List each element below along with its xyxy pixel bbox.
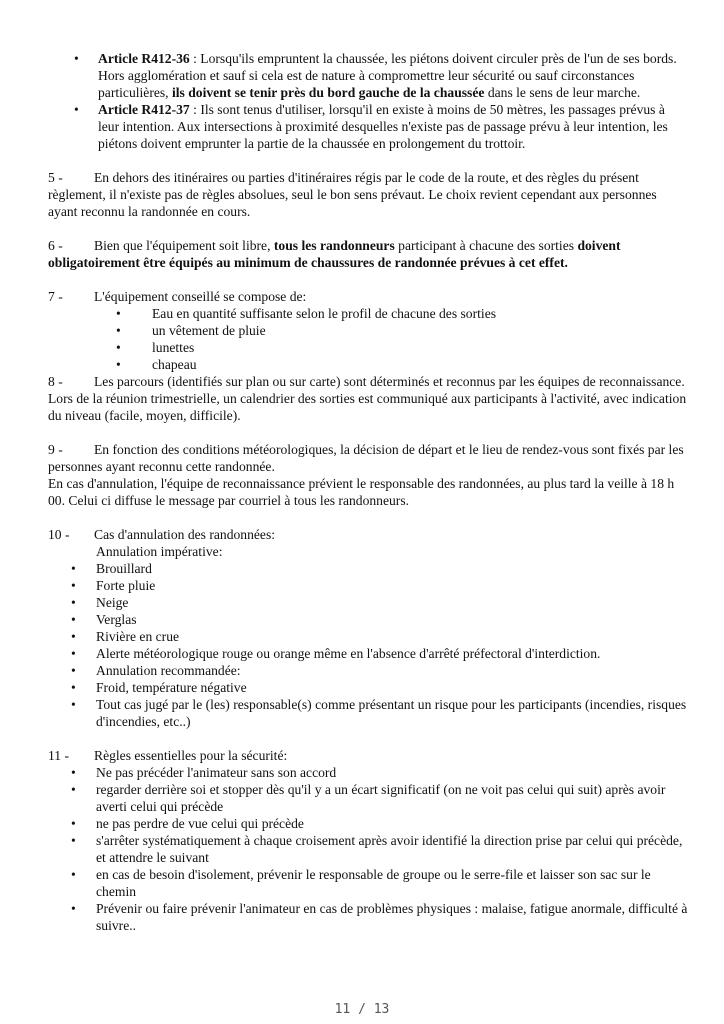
section-9-annulation: En cas d'annulation, l'équipe de reconnaissance prévient le responsable des randonnées, au plus tard la veille à 18 h 00. Celui ci diffuse le message par courriel à tous les randonneurs. (48, 476, 675, 508)
list-item: • Froid, température négative (48, 679, 688, 696)
list-item: • Forte pluie (48, 577, 688, 594)
label-imperative: Annulation impérative: (96, 544, 223, 559)
article-ref: Article R412-36 (98, 51, 190, 66)
list-item: • Eau en quantité suffisante selon le profil de chacune des sorties (48, 305, 688, 322)
imperative-list (48, 560, 688, 730)
list-item: • Article R412-36 : Lorsqu'ils empruntent la chaussée, les piétons doivent circuler près de l'un de ses bords. Hors agglomération et sauf si cela est de nature à compromettre leur sécurité ou sauf circonstances particulières, ils doivent se tenir près du bord gauche de la chaussée dans le sens de leur marche. (48, 50, 688, 101)
safety-rules-list (48, 764, 688, 934)
document-page (48, 50, 688, 934)
list-item: • Tout cas jugé par le (les) responsable(s) comme présentant un risque pour les participants (incendies, risques d'incendies, etc..) (48, 696, 688, 730)
list-item: • Alerte météorologique rouge ou orange même en l'absence d'arrêté préfectoral d'interdiction. (48, 645, 688, 662)
section-11: 11 - Règles essentielles pour la sécurité: (48, 748, 288, 763)
section-9: 9 - En fonction des conditions météorologiques, la décision de départ et le lieu de rendez-vous sont fixés par les personnes ayant reconnu cette randonnée. (48, 442, 684, 474)
list-item: • Neige (48, 594, 688, 611)
list-item: • Brouillard (48, 560, 688, 577)
section-10: 10 - Cas d'annulation des randonnées: (48, 527, 276, 542)
article-ref: Article R412-37 (98, 102, 190, 117)
equipment-list (48, 305, 688, 373)
section-7: 7 - L'équipement conseillé se compose de: (48, 289, 307, 304)
section-8: 8 - Les parcours (identifiés sur plan ou sur carte) sont déterminés et reconnus par les équipes de reconnaissance. Lors de la réunion trimestrielle, un calendrier des sorties est communiqué aux participants à l'activité, avec indication du niveau (facile, moyen, difficile). (48, 374, 687, 423)
section-6: 6 - Bien que l'équipement soit libre, tous les randonneurs participant à chacune des sorties doivent obligatoirement être équipés au minimum de chaussures de randonnée prévues à cet effet. (48, 238, 621, 270)
list-item: • lunettes (48, 339, 688, 356)
list-item: • Rivière en crue (48, 628, 688, 645)
label-recommended: • Annulation recommandée: (48, 662, 688, 679)
list-item: • s'arrêter systématiquement à chaque croisement après avoir identifié la direction prise par celui qui précède, et attendre le suivant (48, 832, 688, 866)
list-item: • chapeau (48, 356, 688, 373)
list-item: • Article R412-37 : Ils sont tenus d'utiliser, lorsqu'il en existe à moins de 50 mètres, les passages prévus à leur intention. Aux intersections à proximité desquelles n'existe pas de passage prévu à leur intention, les piétons doivent emprunter la partie de la chaussée en prolongement du trottoir. (48, 101, 688, 152)
list-item: • Ne pas précéder l'animateur sans son accord (48, 764, 688, 781)
list-item: • un vêtement de pluie (48, 322, 688, 339)
list-item: • Prévenir ou faire prévenir l'animateur en cas de problèmes physiques : malaise, fatigue anormale, difficulté à suivre.. (48, 900, 688, 934)
article-list (48, 50, 688, 152)
section-5: 5 - En dehors des itinéraires ou parties d'itinéraires régis par le code de la route, et des règles du présent règlement, il n'existe pas de règles absolues, seul le bon sens prévaut. Le choix revient cependant aux personnes ayant reconnu la randonnée en cours. (48, 170, 657, 219)
list-item: • Verglas (48, 611, 688, 628)
list-item: • regarder derrière soi et stopper dès qu'il y a un écart significatif (on ne voit pas celui qui suit) après avoir averti celui qui précède (48, 781, 688, 815)
page-number: 11 / 13 (334, 1002, 390, 1017)
list-item: • en cas de besoin d'isolement, prévenir le responsable de groupe ou le serre-file et laisser son sac sur le chemin (48, 866, 688, 900)
list-item: • ne pas perdre de vue celui qui précède (48, 815, 688, 832)
